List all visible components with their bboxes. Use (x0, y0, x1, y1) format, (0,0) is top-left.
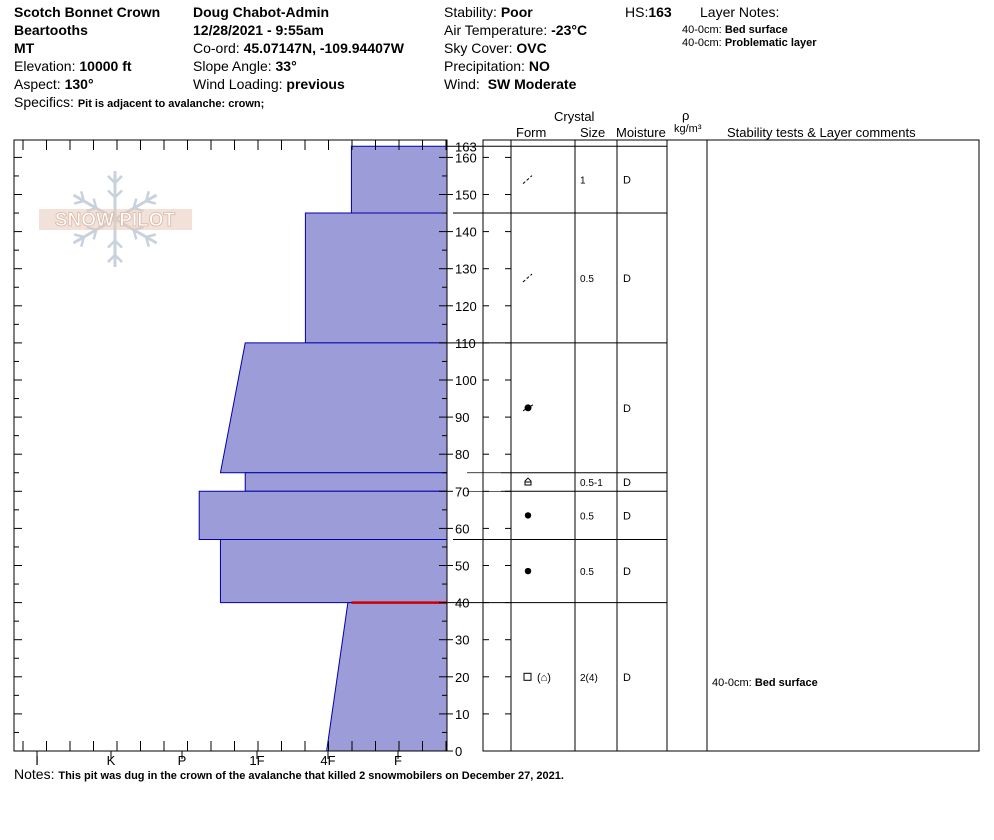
hardness-bar (327, 603, 447, 751)
hardness-bar (220, 540, 447, 603)
layer-rows (453, 146, 667, 684)
air-temp-value: -23°C (551, 22, 588, 38)
hardness-tick-label: F (394, 753, 402, 768)
height-tick-label: 90 (455, 410, 470, 426)
notes-row (14, 766, 564, 782)
form-header: Form (516, 125, 547, 140)
notes-text: This pit was dug in the crown of the avalanche that killed 2 snowmobilers on December 27, 2021. (58, 770, 564, 782)
site-name: Scotch Bonnet Crown (14, 4, 161, 20)
density-unit-header: kg/m³ (674, 123, 702, 135)
hs-value: 163 (648, 4, 672, 20)
observer-name: Doug Chabot-Admin (193, 4, 330, 20)
height-tick-label: 60 (455, 521, 470, 537)
layer-moisture: D (623, 174, 631, 187)
air-temp-label: Air Temperature: (444, 22, 548, 38)
depth-hoar-secondary-icon: (⌂) (537, 671, 551, 684)
height-tick-label: 120 (455, 298, 477, 314)
wind-loading-label: Wind Loading: (193, 76, 283, 92)
layer-moisture: D (623, 566, 631, 579)
aspect-value: 130° (64, 76, 94, 92)
height-tick-label: 160 (455, 150, 477, 166)
wind-label: Wind: (444, 76, 480, 92)
sky-label: Sky Cover: (444, 40, 513, 56)
site-range: Beartooths (14, 22, 88, 38)
layer-note-1-text: Bed surface (724, 24, 788, 36)
hardness-tick-label: 1F (249, 753, 265, 768)
stability-value: Poor (500, 4, 533, 20)
hardness-bar (220, 343, 447, 473)
layer-comment (712, 677, 818, 689)
elevation-value: 10000 ft (79, 58, 132, 74)
stability-label: Stability: (444, 4, 497, 20)
height-tick-label: 150 (455, 187, 477, 203)
wind-value: SW Moderate (487, 76, 577, 92)
coord-value: 45.07147N, -109.94407W (243, 40, 404, 56)
height-tick-label: 140 (455, 224, 477, 240)
rounded-grain-icon (525, 568, 531, 574)
elevation-label: Elevation: (14, 58, 76, 74)
hardness-tick-label: K (106, 753, 116, 768)
height-tick-label: 50 (455, 558, 470, 574)
height-tick-label: 130 (455, 261, 477, 277)
layer-size: 2(4) (580, 672, 598, 684)
hardness-tick-label: I (35, 753, 39, 768)
snowflake-branch (74, 201, 84, 204)
height-tick-label: 0 (455, 744, 463, 759)
comments-header: Stability tests & Layer comments (727, 125, 916, 140)
size-header: Size (580, 125, 606, 140)
layer-moisture: D (623, 510, 631, 523)
height-tick-label: 100 (455, 373, 477, 388)
precip-particles-icon (523, 176, 532, 184)
height-tick-label: 110 (455, 335, 476, 351)
layer-comment-depth: 40-0cm: (712, 677, 752, 689)
hardness-bar (245, 473, 447, 492)
rounded-grain-icon (525, 512, 531, 518)
layer-size: 0.5 (580, 511, 594, 523)
layer-moisture: D (623, 671, 631, 684)
height-tick-label: 10 (455, 706, 470, 722)
layer-size: 0.5 (580, 273, 594, 285)
layer-table (483, 140, 979, 751)
layer-note-2-depth: 40-0cm: (682, 37, 722, 49)
logo-text: SNOW PILOT (54, 210, 176, 231)
layer-size: 1 (580, 175, 586, 187)
specifics-label: Specifics: (14, 94, 74, 110)
height-tick-label: 20 (455, 669, 470, 685)
snowflake-branch (74, 234, 84, 237)
snowflake-branch (146, 201, 156, 204)
site-state: MT (14, 40, 35, 56)
precip-label: Precipitation: (444, 58, 525, 74)
height-tick-label: 30 (455, 632, 470, 648)
layer-moisture: D (623, 272, 631, 285)
snowflake-branch (146, 234, 156, 237)
slope-label: Slope Angle: (193, 58, 272, 74)
height-tick-label: 80 (455, 447, 470, 463)
layer-size: 0.5-1 (580, 478, 603, 490)
height-tick-label: 40 (455, 595, 470, 611)
sky-value: OVC (516, 40, 547, 56)
moisture-header: Moisture (616, 125, 666, 140)
layer-note-2-text: Problematic layer (724, 37, 817, 49)
snowpilot-logo (39, 171, 192, 267)
hardness-profile (199, 146, 447, 751)
hardness-bar (199, 491, 447, 539)
layer-size: 0.5 (580, 567, 594, 579)
layer-note-1-depth: 40-0cm: (682, 24, 722, 36)
aspect-label: Aspect: (14, 76, 61, 92)
observation-datetime: 12/28/2021 - 9:55am (193, 22, 324, 38)
density-rho-header: ρ (682, 108, 690, 123)
hardness-tick-label: P (177, 753, 187, 768)
wind-loading-value: previous (286, 76, 345, 92)
layer-moisture: D (623, 477, 631, 490)
crystal-header: Crystal (554, 109, 595, 124)
coord-label: Co-ord: (193, 40, 240, 56)
height-tick-label: 163 (455, 139, 477, 155)
layer-notes-title: Layer Notes: (700, 4, 780, 20)
layer-comment-text: Bed surface (754, 677, 818, 689)
precip-value: NO (528, 58, 550, 74)
notes-label: Notes: (14, 766, 55, 782)
hs-label: HS: (625, 4, 649, 20)
layer-moisture: D (623, 402, 631, 415)
height-tick-label: 70 (455, 484, 470, 500)
slope-value: 33° (275, 58, 297, 74)
precip-particles-icon (523, 274, 532, 282)
hardness-bar (305, 213, 447, 343)
depth-hoar-icon (525, 478, 531, 485)
faceted-icon (524, 673, 531, 680)
specifics-value: Pit is adjacent to avalanche: crown; (77, 98, 265, 110)
hardness-bar (351, 146, 447, 213)
table-border (483, 140, 979, 751)
hardness-tick-label: 4F (320, 753, 336, 768)
